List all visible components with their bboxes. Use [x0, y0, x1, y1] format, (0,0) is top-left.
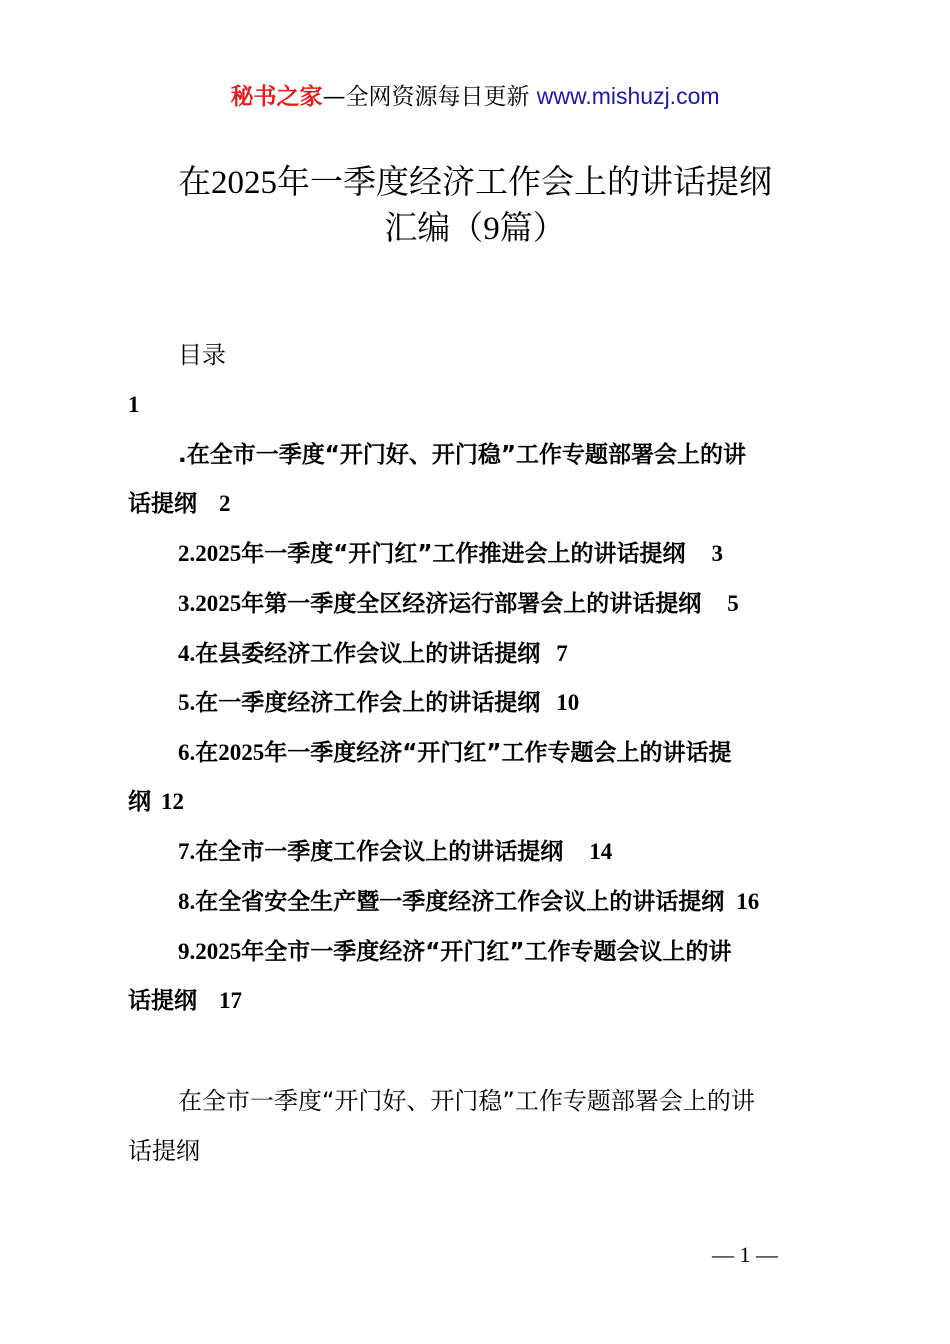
toc-item-8-page: 16 [736, 889, 760, 914]
title-text: 年一季度经济工作会上的讲话提纲 [277, 162, 772, 201]
title-count: 9 [483, 211, 500, 247]
toc-item-1-text-cont: 话提纲 [128, 491, 197, 517]
toc-item-9[interactable] [178, 935, 731, 969]
toc-item-6-number: 6. [178, 740, 196, 765]
toc-item-3-page: 5 [727, 591, 739, 616]
title-text: 在 [178, 162, 211, 201]
toc-heading: 目录 [178, 341, 226, 369]
toc-item-5-page: 10 [556, 690, 580, 715]
toc-item-7[interactable] [178, 835, 612, 869]
site-banner [0, 80, 950, 113]
toc-item-9-text-cont: 话提纲 [128, 988, 197, 1014]
toc-item-8[interactable] [178, 885, 759, 919]
toc-item-1-number[interactable]: 1 [128, 392, 140, 417]
toc-item-4-number: 4. [178, 641, 196, 666]
title-text: 篇） [499, 208, 566, 247]
toc-item-9-number: 9.2025 [178, 939, 242, 964]
toc-item-4-text: 在县委经济工作会议上的讲话提纲 [195, 641, 541, 667]
toc-item-7-number: 7. [178, 839, 196, 864]
title-year: 2025 [211, 165, 277, 201]
toc-item-6-year: 2025 [218, 740, 265, 765]
toc-item-6-page: 12 [161, 789, 185, 814]
toc-item-4[interactable] [178, 637, 568, 671]
toc-item-8-number: 8. [178, 889, 196, 914]
brand-name: 秘书之家 [230, 84, 323, 110]
toc-item-7-text: 在全市一季度工作会议上的讲话提纲 [195, 839, 564, 865]
toc-item-2-text: 年一季度“开门红”工作推进会上的讲话提纲 [241, 541, 686, 567]
section-heading-line-2: 话提纲 [128, 1137, 200, 1165]
toc-item-6-text-cont: 纲 [128, 789, 151, 815]
toc-item-8-text: 在全省安全生产暨一季度经济工作会议上的讲话提纲 [195, 889, 725, 915]
toc-item-3-text: 年第一季度全区经济运行部署会上的讲话提纲 [241, 591, 702, 617]
toc-item-2-number: 2.2025 [178, 541, 242, 566]
toc-item-6-text-2: 年一季度经济“开门红”工作专题会上的讲话提 [264, 740, 732, 766]
toc-item-6-cont[interactable] [128, 785, 184, 819]
toc-item-5-text: 在一季度经济工作会上的讲话提纲 [195, 690, 541, 716]
toc-item-1[interactable] [178, 438, 746, 472]
toc-item-2[interactable] [178, 537, 723, 571]
site-url-link[interactable]: www.mishuzj.com [536, 83, 720, 109]
document-title-line-2 [0, 206, 950, 251]
toc-item-9-cont[interactable] [128, 984, 242, 1018]
toc-item-3[interactable] [178, 587, 739, 621]
toc-item-3-number: 3.2025 [178, 591, 242, 616]
toc-item-1-cont[interactable] [128, 487, 231, 521]
toc-item-1-text: .在全市一季度“开门好、开门稳”工作专题部署会上的讲 [178, 442, 746, 468]
title-text: 汇编（ [384, 208, 484, 247]
toc-item-7-page: 14 [589, 839, 613, 864]
toc-item-1-page: 2 [219, 491, 231, 516]
banner-tagline: —全网资源每日更新 [322, 84, 530, 110]
toc-item-6-text: 在 [195, 740, 219, 766]
toc-item-5[interactable] [178, 686, 579, 720]
section-heading-line-1: 在全市一季度“开门好、开门稳”工作专题部署会上的讲 [178, 1087, 755, 1115]
document-title-line-1 [0, 160, 950, 205]
toc-item-5-number: 5. [178, 690, 196, 715]
toc-item-2-page: 3 [711, 541, 723, 566]
toc-item-6[interactable] [178, 736, 731, 770]
toc-item-4-page: 7 [556, 641, 568, 666]
toc-item-9-page: 17 [219, 988, 243, 1013]
toc-item-9-text: 年全市一季度经济“开门红”工作专题会议上的讲 [241, 939, 732, 965]
page-number: — 1 — [712, 1242, 778, 1267]
